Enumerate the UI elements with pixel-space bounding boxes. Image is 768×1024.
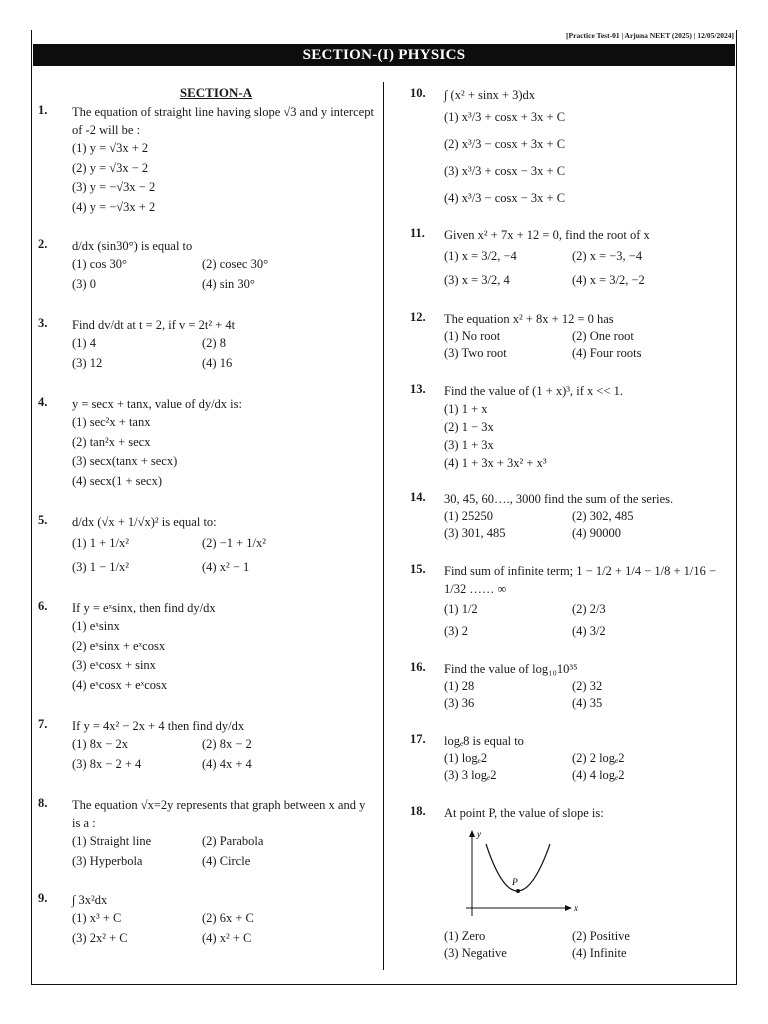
options [72,139,374,217]
question-stem: Find sum of infinite term; 1 − 1/2 + 1/4 − 1/8 + 1/16 − 1/32 …… ∞ [444,564,717,596]
option-4[interactable]: (4) 90000 [572,526,621,540]
y-axis-arrow [469,830,475,837]
question-stem: The equation √x=2y represents that graph between x and y is a : [72,798,366,830]
options [444,928,728,962]
option-4[interactable]: (4) 3/2 [572,624,606,638]
options [72,617,374,695]
option-2[interactable]: (2) y = √3x − 2 [72,160,149,175]
option-1[interactable]: (1) 25250 [444,509,493,523]
option-4[interactable]: (4) x² + C [202,930,252,945]
question-13 [410,382,728,472]
option-3[interactable]: (3) 8x − 2 + 4 [72,756,142,771]
question-number: 18. [410,804,426,818]
option-3[interactable]: (3) Two root [444,346,507,360]
option-1[interactable]: (1) x = 3/2, −4 [444,249,517,263]
question-number: 14. [410,490,426,504]
option-4[interactable]: (4) y = −√3x + 2 [72,199,156,214]
point-p [516,889,520,893]
question-stem: Find dv/dt at t = 2, if v = 2t² + 4t [72,318,236,332]
options [444,328,728,362]
question-number: 3. [38,316,48,330]
option-1[interactable]: (1) Straight line [72,834,152,848]
point-p-label: P [512,878,518,888]
page-border-left [31,30,32,985]
question-stem: logₑ8 is equal to [444,734,524,748]
question-number: 17. [410,732,426,746]
option-3[interactable]: (3) 2 [444,624,468,638]
question-number: 6. [38,599,48,613]
question-1 [38,103,374,217]
question-number: 13. [410,382,426,396]
question-6 [38,599,374,695]
question-stem: If y = 4x² − 2x + 4 then find dy/dx [72,719,245,733]
option-1[interactable]: (1) 4 [72,336,96,350]
option-2[interactable]: (2) cosec 30° [202,257,269,271]
question-number: 11. [410,226,425,240]
parabola-curve [486,844,550,891]
option-2[interactable]: (2) One root [572,329,634,343]
question-stem: The equation of straight line having slope √3 and y intercept of -2 will be : [72,105,374,137]
question-2 [38,237,374,294]
question-11 [410,226,728,292]
option-4[interactable]: (4) 1 + 3x + 3x² + x³ [444,456,547,470]
question-stem: At point P, the value of slope is: [444,806,604,820]
option-1[interactable]: (1) 1 + x [444,402,488,416]
options [444,678,728,712]
question-stem: ∫ 3x²dx [72,893,108,907]
option-1[interactable]: (1) x³/3 + cosx + 3x + C [444,110,566,124]
option-2[interactable]: (2) Parabola [202,834,264,848]
option-2[interactable]: (2) Positive [572,929,630,943]
option-1[interactable]: (1) sec²x + tanx [72,415,151,429]
options [72,832,374,871]
question-number: 4. [38,395,48,409]
options [72,255,374,294]
options [444,598,728,642]
option-4[interactable]: (4) eˣcosx + eˣcosx [72,677,168,692]
option-2[interactable]: (2) 6x + C [202,911,254,925]
option-2[interactable]: (2) 302, 485 [572,509,634,523]
options [72,909,374,948]
option-1[interactable]: (1) x³ + C [72,911,122,925]
option-4[interactable]: (4) Infinite [572,946,627,960]
right-column [410,82,728,962]
option-1[interactable]: (1) 1 + 1/x² [72,536,129,550]
option-4[interactable]: (4) x³/3 − cosx − 3x + C [444,191,566,205]
option-4[interactable]: (4) x = 3/2, −2 [572,273,645,287]
options [72,413,374,491]
question-10 [410,86,728,212]
test-info-header: [Practice Test-01 | Arjuna NEET (2025) | 12/05/2024] [566,31,734,40]
options [72,334,374,373]
page-border-bottom [31,984,737,985]
option-1[interactable]: (1) 8x − 2x [72,737,128,751]
question-stem: y = secx + tanx, value of dy/dx is: [72,397,242,411]
option-2[interactable]: (2) 2/3 [572,602,606,616]
option-4[interactable]: (4) Four roots [572,346,642,360]
option-1[interactable]: (1) y = √3x + 2 [72,141,149,155]
option-3[interactable]: (3) secx(tanx + secx) [72,454,178,468]
question-number: 10. [410,86,426,100]
option-4[interactable]: (4) sin 30° [202,276,255,291]
options [444,400,728,472]
option-2[interactable]: (2) 1 − 3x [444,420,494,434]
question-4 [38,395,374,491]
section-a-title: SECTION-A [179,85,253,100]
question-number: 9. [38,891,48,905]
option-4[interactable]: (4) 4x + 4 [202,756,252,771]
question-7 [38,717,374,774]
question-number: 1. [38,103,48,117]
question-stem: Given x² + 7x + 12 = 0, find the root of x [444,228,650,242]
question-stem: 30, 45, 60…., 3000 find the sum of the series. [444,492,674,506]
option-3[interactable]: (3) y = −√3x − 2 [72,180,156,194]
question-15 [410,562,728,642]
y-axis-label: y [477,829,481,839]
question-number: 5. [38,513,48,527]
question-stem: If y = eˣsinx, then find dy/dx [72,601,216,615]
question-12 [410,310,728,362]
option-4[interactable]: (4) 35 [572,696,603,710]
question-14 [410,490,728,542]
option-3[interactable]: (3) 1 + 3x [444,438,494,452]
option-1[interactable]: (1) logₑ2 [444,751,488,765]
question-number: 15. [410,562,426,576]
question-stem: Find the value of log₁₀10³⁵ [444,662,578,676]
question-number: 16. [410,660,426,674]
question-number: 12. [410,310,426,324]
option-1[interactable]: (1) No root [444,329,501,343]
option-2[interactable]: (2) 8 [202,336,226,350]
option-1[interactable]: (1) Zero [444,929,486,943]
option-1[interactable]: (1) cos 30° [72,257,127,271]
option-4[interactable]: (4) Circle [202,853,251,868]
question-9 [38,891,374,948]
question-number: 8. [38,796,48,810]
option-2[interactable]: (2) x = −3, −4 [572,249,643,263]
question-number: 7. [38,717,48,731]
question-stem: ∫ (x² + sinx + 3)dx [444,88,536,102]
option-3[interactable]: (3) x = 3/2, 4 [444,273,510,287]
option-3[interactable]: (3) Hyperbola [72,853,143,868]
option-2[interactable]: (2) 8x − 2 [202,737,252,751]
option-1[interactable]: (1) eˣsinx [72,619,120,633]
option-3[interactable]: (3) x³/3 + cosx − 3x + C [444,164,566,178]
column-divider [383,82,384,970]
option-2[interactable]: (2) 2 logₑ2 [572,751,625,765]
question-stem: Find the value of (1 + x)³, if x << 1. [444,384,624,398]
question-3 [38,316,374,373]
question-17 [410,732,728,784]
option-3[interactable]: (3) 301, 485 [444,526,506,540]
option-1[interactable]: (1) 28 [444,679,475,693]
question-stem: d/dx (√x + 1/√x)² is equal to: [72,515,217,529]
left-column [38,82,374,948]
question-5 [38,513,374,579]
option-3[interactable]: (3) 12 [72,355,103,370]
question-stem: The equation x² + 8x + 12 = 0 has [444,312,614,326]
option-2[interactable]: (2) tan²x + secx [72,434,151,449]
x-axis-arrow [565,905,572,911]
option-1[interactable]: (1) 1/2 [444,602,478,616]
section-banner: SECTION-(I) PHYSICS [33,44,735,66]
page-border-right [736,30,737,985]
option-4[interactable]: (4) secx(1 + secx) [72,473,162,488]
option-4[interactable]: (4) 4 logₑ2 [572,768,625,782]
option-4[interactable]: (4) 16 [202,355,233,370]
option-3[interactable]: (3) 3 logₑ2 [444,768,497,782]
options [444,508,728,542]
option-3[interactable]: (3) 36 [444,696,475,710]
option-2[interactable]: (2) x³/3 − cosx + 3x + C [444,137,566,151]
option-4[interactable]: (4) x² − 1 [202,560,250,574]
question-8 [38,796,374,871]
option-3[interactable]: (3) 2x² + C [72,930,128,945]
options [444,104,728,212]
option-2[interactable]: (2) −1 + 1/x² [202,536,267,550]
options [72,735,374,774]
question-number: 2. [38,237,48,251]
options [72,531,374,579]
option-2[interactable]: (2) 32 [572,679,603,693]
options [444,244,728,292]
x-axis-label: x [574,903,578,913]
options [444,750,728,784]
question-16 [410,660,728,712]
option-3[interactable]: (3) Negative [444,946,507,960]
question-stem: d/dx (sin30°) is equal to [72,239,193,253]
question-18 [410,804,728,962]
slope-graph [462,828,582,920]
option-3[interactable]: (3) 0 [72,276,96,291]
option-3[interactable]: (3) 1 − 1/x² [72,560,129,574]
option-2[interactable]: (2) eˣsinx + eˣcosx [72,638,166,653]
option-3[interactable]: (3) eˣcosx + sinx [72,658,156,672]
